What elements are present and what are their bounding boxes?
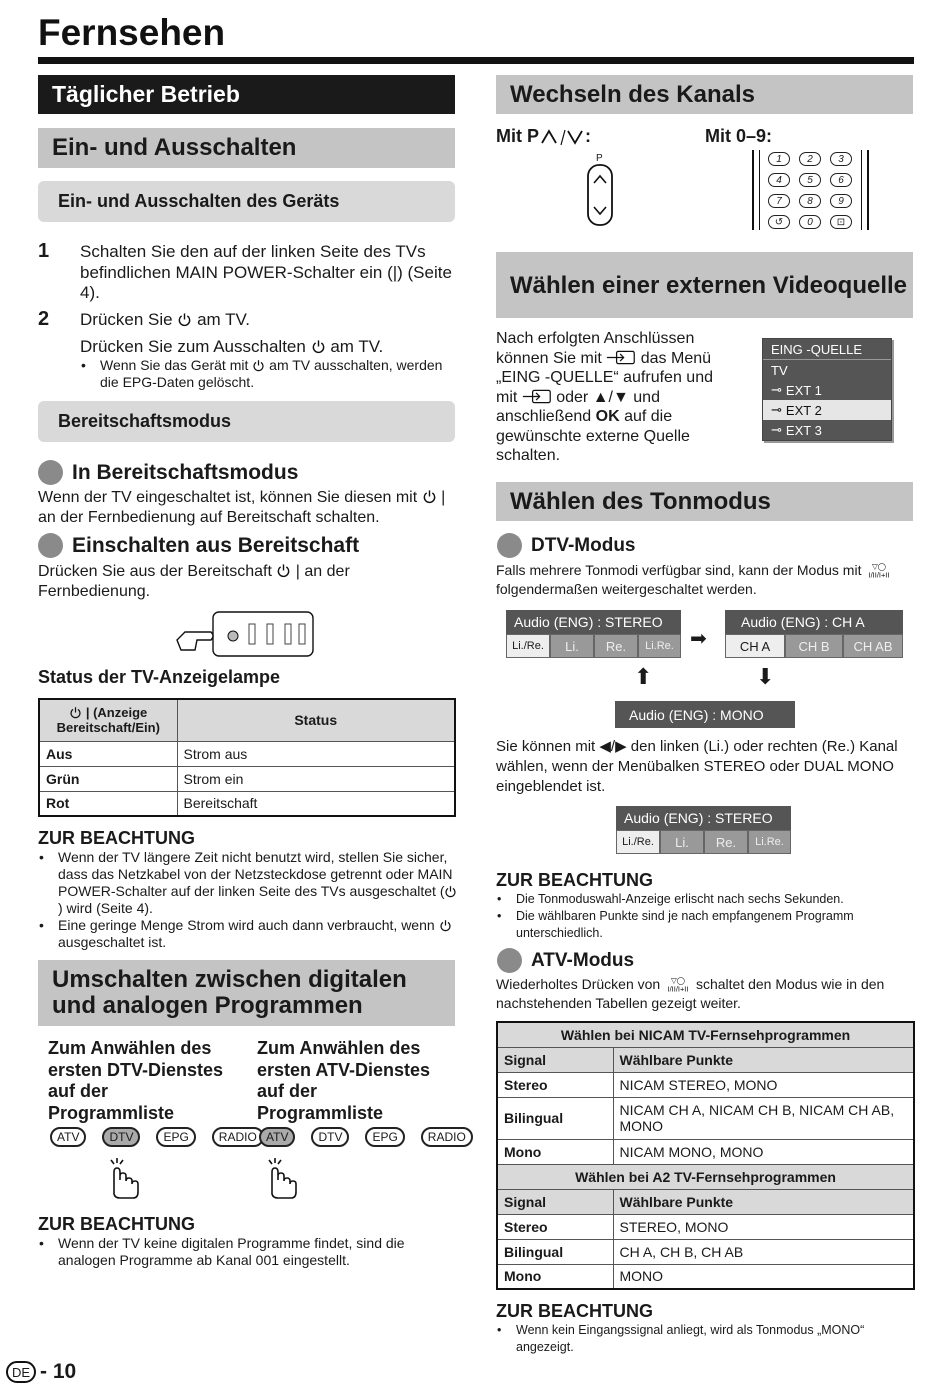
bullet-dot — [497, 533, 522, 558]
key-1[interactable]: 1 — [768, 152, 790, 166]
osd-title: Audio (ENG) : STEREO — [506, 610, 681, 634]
page-footer — [6, 1360, 76, 1384]
option-lire-2: Li.Re. — [638, 634, 681, 658]
note-list — [496, 891, 914, 942]
remote-buttons-dtv — [50, 1127, 270, 1147]
osd-mono: Audio (ENG) : MONO — [615, 701, 795, 728]
step-1-text: Schalten Sie den auf der linken Seite des TVs befindlichen MAIN POWER-Schalter ein (|) (Seite 4). — [80, 242, 452, 302]
text-pre: Falls mehrere Tonmodi verfügbar sind, kann der Modus mit — [496, 562, 862, 578]
text-part: Nach erfolgten Anschlüssen können Sie mit — [496, 330, 695, 367]
note-pre: Eine geringe Menge Strom wird auch dann verbraucht, wenn — [58, 917, 435, 933]
left-right-text: Sie können mit ◀/▶ den linken (Li.) oder rechten (Re.) Kanal wählen, wenn der Menübalken STEREO oder DUAL MONO eingeblendet ist. — [496, 738, 898, 795]
list-item — [38, 917, 458, 951]
table-cell: Grün — [39, 766, 177, 791]
arrow-right-icon: ➡ — [690, 628, 707, 650]
table-cell: NICAM STEREO, MONO — [613, 1072, 914, 1097]
section-on-off: Ein- und Ausschalten — [38, 128, 455, 168]
key-5[interactable]: 5 — [799, 173, 821, 187]
atv-mode-text — [496, 975, 914, 1013]
note-post: ) wird (Seite 4). — [58, 900, 153, 916]
osd-cha — [725, 610, 903, 658]
table-title-row — [497, 1164, 914, 1189]
label-text: Mit P — [496, 126, 539, 146]
step-number: 2 — [38, 308, 50, 330]
mit-09-label: Mit 0–9: — [705, 126, 773, 146]
note-post: am TV ausschalten, werden die EPG-Daten gelöscht. — [100, 357, 443, 390]
step-2-note — [80, 357, 455, 391]
note-pre: Wenn der TV längere Zeit nicht benutzt wird, stellen Sie sicher, dass das Netzkabel von der Netzsteckdose getrennt oder MAIN POWER-Schalter auf der linken Seite des TVs ausgeschaltet ( — [58, 849, 453, 899]
table-header: Wählbare Punkte — [613, 1189, 914, 1214]
table-header: Wählbare Punkte — [613, 1047, 914, 1072]
section-switch-digital-analog: Umschalten zwischen digitalen und analogen Programmen — [38, 960, 455, 1026]
atv-heading: Zum Anwählen des ersten ATV-Dienstes auf der Programmliste — [257, 1038, 431, 1123]
title-rule — [38, 57, 914, 64]
option-lire-2: Li.Re. — [748, 830, 791, 854]
step-number: 1 — [38, 240, 50, 262]
atv-button[interactable]: ATV — [50, 1127, 86, 1147]
text-pre: Wenn der TV eingeschaltet ist, können Sie diesen mit — [38, 489, 418, 506]
list-item: • Die Tonmoduswahl-Anzeige erlischt nach sechs Sekunden. — [496, 891, 914, 908]
table-cell: NICAM MONO, MONO — [613, 1139, 914, 1164]
plug-icon: ⊸ — [771, 422, 782, 437]
epg-button[interactable]: EPG — [365, 1127, 404, 1147]
section-sound-mode: Wählen des Tonmodus — [496, 482, 913, 521]
note-list — [38, 1235, 458, 1269]
note-list — [496, 1322, 916, 1356]
header-text: | (Anzeige Bereitschaft/Ein) — [56, 705, 160, 736]
menu-item-ext2[interactable] — [763, 400, 891, 420]
table-row — [39, 791, 455, 816]
table-row — [497, 1139, 914, 1164]
key-8[interactable]: 8 — [799, 194, 821, 208]
heading-in-standby — [38, 460, 298, 485]
table-row — [497, 1264, 914, 1289]
atv-button[interactable]: ATV — [259, 1127, 295, 1147]
item-label: EXT 3 — [785, 422, 822, 438]
step-2b-text — [80, 337, 455, 358]
bullet-dot — [497, 948, 522, 973]
menu-item-ext3[interactable] — [763, 420, 891, 440]
table-cell: Bilingual — [497, 1239, 613, 1264]
key-3[interactable]: 3 — [830, 152, 852, 166]
table-row — [497, 1214, 914, 1239]
table-header-row — [497, 1047, 914, 1072]
key-return[interactable]: ↺ — [768, 215, 790, 229]
table-header: Signal — [497, 1189, 613, 1214]
osd-options — [725, 634, 903, 658]
external-source-text — [496, 329, 732, 466]
table-cell: Strom ein — [177, 766, 455, 791]
chevron-up-down-icon — [539, 128, 585, 146]
option-chab: CH AB — [843, 634, 903, 658]
item-label: EXT 1 — [785, 382, 822, 398]
table-row — [497, 1072, 914, 1097]
power-icon — [177, 312, 192, 327]
table-cell: MONO — [613, 1264, 914, 1289]
note-heading: ZUR BEACHTUNG — [38, 1214, 195, 1234]
ok-label: OK — [595, 408, 620, 425]
table-header: Signal — [497, 1047, 613, 1072]
list-item: • Die wählbaren Punkte sind je nach empfangenem Programm unterschiedlich. — [496, 908, 914, 942]
step-2a-pre: Drücken Sie — [80, 310, 173, 329]
hand-press-icon — [100, 1150, 140, 1200]
note-post: ausgeschaltet ist. — [58, 934, 167, 950]
arrow-down-icon: ⬇ — [756, 664, 775, 689]
remote-buttons-atv — [259, 1127, 479, 1147]
table-cell: STEREO, MONO — [613, 1214, 914, 1239]
heading-dtv-mode — [497, 533, 636, 558]
list-item: • Wenn kein Eingangssignal anliegt, wird als Tonmodus „MONO“ angezeigt. — [496, 1322, 916, 1356]
menu-title: EING -QUELLE — [763, 339, 891, 360]
power-icon — [444, 885, 457, 898]
heading-text: ATV-Modus — [531, 949, 635, 971]
text-post: | an der Fernbedienung auf Bereitschaft schalten. — [38, 489, 446, 526]
step-2b-pre: Drücken Sie zum Ausschalten — [80, 337, 306, 356]
step-2b-post: am TV. — [330, 337, 384, 356]
table-cell: Stereo — [497, 1072, 613, 1097]
table-row — [39, 741, 455, 766]
note-pre: Wenn Sie das Gerät mit — [100, 357, 249, 373]
in-standby-text — [38, 488, 455, 528]
dtv-button[interactable]: DTV — [311, 1127, 349, 1147]
option-re: Re. — [704, 830, 748, 854]
sound-mode-icon — [664, 975, 692, 993]
osd-stereo — [506, 610, 681, 658]
subsection-on-off-device: Ein- und Ausschalten des Geräts — [38, 181, 455, 222]
key-info[interactable]: ⊡ — [830, 215, 852, 229]
text-part: das Menü „EING -QUELLE“ aufrufen und mit — [496, 349, 713, 406]
table-cell: Mono — [497, 1264, 613, 1289]
power-icon — [276, 563, 291, 578]
step-2-text — [80, 310, 455, 331]
power-icon — [422, 489, 437, 504]
wake-text — [38, 562, 455, 602]
table-row — [39, 766, 455, 791]
menu-item-tv[interactable]: TV — [763, 360, 891, 380]
text-post: folgendermaßen weitergeschaltet werden. — [496, 581, 757, 597]
dtv-heading: Zum Anwählen des ersten DTV-Dienstes auf der Programmliste — [48, 1038, 224, 1123]
remote-edge-left — [752, 150, 760, 230]
dtv-mode-text — [496, 561, 914, 599]
power-icon — [439, 919, 452, 932]
section-external-source: Wählen einer externen Videoquelle — [496, 252, 913, 318]
input-source-menu — [762, 338, 892, 441]
p-rocker-button[interactable] — [586, 163, 614, 227]
bullet-dot — [38, 533, 63, 558]
plug-icon: ⊸ — [771, 402, 782, 417]
option-lire: Li./Re. — [616, 830, 660, 854]
note-heading: ZUR BEACHTUNG — [496, 1301, 653, 1321]
note-list — [38, 849, 458, 951]
osd-options — [506, 634, 681, 658]
heading-text: Einschalten aus Bereitschaft — [72, 533, 360, 557]
tv-panel-illustration — [175, 608, 315, 658]
table-header — [39, 699, 177, 741]
list-item — [38, 849, 458, 917]
table-cell: Mono — [497, 1139, 613, 1164]
table-header-row — [497, 1189, 914, 1214]
lamp-status-table — [38, 698, 456, 817]
hand-press-icon — [258, 1150, 298, 1200]
table-header: Status — [177, 699, 455, 741]
table-header-row — [39, 699, 455, 741]
number-keypad — [768, 152, 852, 229]
text-part: oder ▲/▼ und anschließend — [496, 388, 660, 425]
key-6[interactable]: 6 — [830, 173, 852, 187]
table-title: Wählen bei A2 TV-Fernsehprogrammen — [497, 1164, 914, 1189]
subsection-standby: Bereitschaftsmodus — [38, 401, 455, 442]
table-cell: Aus — [39, 741, 177, 766]
heading-wake — [38, 533, 359, 558]
osd-title: Audio (ENG) : STEREO — [616, 806, 791, 830]
remote-edge-right — [861, 150, 869, 230]
language-badge: DE — [6, 1361, 36, 1383]
option-cha: CH A — [725, 634, 785, 658]
input-icon — [522, 389, 552, 404]
page-title: Fernsehen — [38, 12, 226, 53]
step-2a-post: am TV. — [197, 310, 250, 329]
bullet-dot — [38, 460, 63, 485]
heading-text: In Bereitschaftsmodus — [72, 460, 299, 484]
arrow-up-icon: ⬆ — [634, 664, 653, 689]
power-icon — [311, 339, 326, 354]
text-post: | an der Fernbedienung. — [38, 563, 350, 600]
table-title-row — [497, 1022, 914, 1047]
option-li: Li. — [660, 830, 704, 854]
mit-p-label — [496, 126, 591, 147]
page-number: - 10 — [40, 1360, 77, 1383]
text-post: schaltet den Modus wie in den nachstehenden Tabellen gezeigt weiter. — [496, 976, 885, 1011]
option-re: Re. — [594, 634, 638, 658]
key-9[interactable]: 9 — [830, 194, 852, 208]
text-pre: Wiederholtes Drücken von — [496, 976, 661, 992]
dtv-button[interactable]: DTV — [102, 1127, 140, 1147]
table-cell: CH A, CH B, CH AB — [613, 1239, 914, 1264]
option-li: Li. — [550, 634, 594, 658]
table-row — [497, 1239, 914, 1264]
note-heading: ZUR BEACHTUNG — [496, 870, 653, 890]
osd-stereo-2 — [616, 806, 791, 854]
table-cell: NICAM CH A, NICAM CH B, NICAM CH AB, MONO — [613, 1097, 914, 1139]
power-icon — [69, 706, 82, 719]
osd-title: Audio (ENG) : CH A — [725, 610, 903, 634]
p-label: P — [596, 153, 603, 164]
sound-mode-table — [496, 1021, 915, 1290]
menu-item-ext1[interactable] — [763, 380, 891, 400]
heading-atv-mode — [497, 948, 634, 973]
key-0[interactable]: 0 — [799, 215, 821, 229]
epg-button[interactable]: EPG — [156, 1127, 195, 1147]
key-4[interactable]: 4 — [768, 173, 790, 187]
radio-button[interactable]: RADIO — [421, 1127, 473, 1147]
osd-options — [616, 830, 791, 854]
table-title: Wählen bei NICAM TV-Fernsehprogrammen — [497, 1022, 914, 1047]
note-heading: ZUR BEACHTUNG — [38, 828, 195, 848]
table-cell: Bilingual — [497, 1097, 613, 1139]
option-chb: CH B — [785, 634, 843, 658]
table-cell: Strom aus — [177, 741, 455, 766]
label-suffix: : — [585, 126, 591, 146]
sound-mode-icon — [865, 561, 893, 579]
power-icon — [252, 359, 265, 372]
item-label: EXT 2 — [785, 402, 822, 418]
option-lire: Li./Re. — [506, 634, 550, 658]
plug-icon: ⊸ — [771, 382, 782, 397]
section-daily-operation: Täglicher Betrieb — [38, 75, 455, 114]
section-change-channel: Wechseln des Kanals — [496, 75, 913, 114]
table-cell: Rot — [39, 791, 177, 816]
radio-button[interactable]: RADIO — [212, 1127, 264, 1147]
input-icon — [606, 350, 636, 365]
lamp-status-title: Status der TV-Anzeigelampe — [38, 667, 281, 687]
heading-text: DTV-Modus — [531, 534, 636, 556]
key-2[interactable]: 2 — [799, 152, 821, 166]
list-item: • Wenn der TV keine digitalen Programme findet, sind die analogen Programme ab Kanal 001 eingestellt. — [38, 1235, 458, 1269]
table-cell: Bereitschaft — [177, 791, 455, 816]
table-row — [497, 1097, 914, 1139]
key-7[interactable]: 7 — [768, 194, 790, 208]
table-cell: Stereo — [497, 1214, 613, 1239]
text-pre: Drücken Sie aus der Bereitschaft — [38, 563, 272, 580]
text-part: auf die gewünschte externe Quelle schalten. — [496, 408, 690, 464]
